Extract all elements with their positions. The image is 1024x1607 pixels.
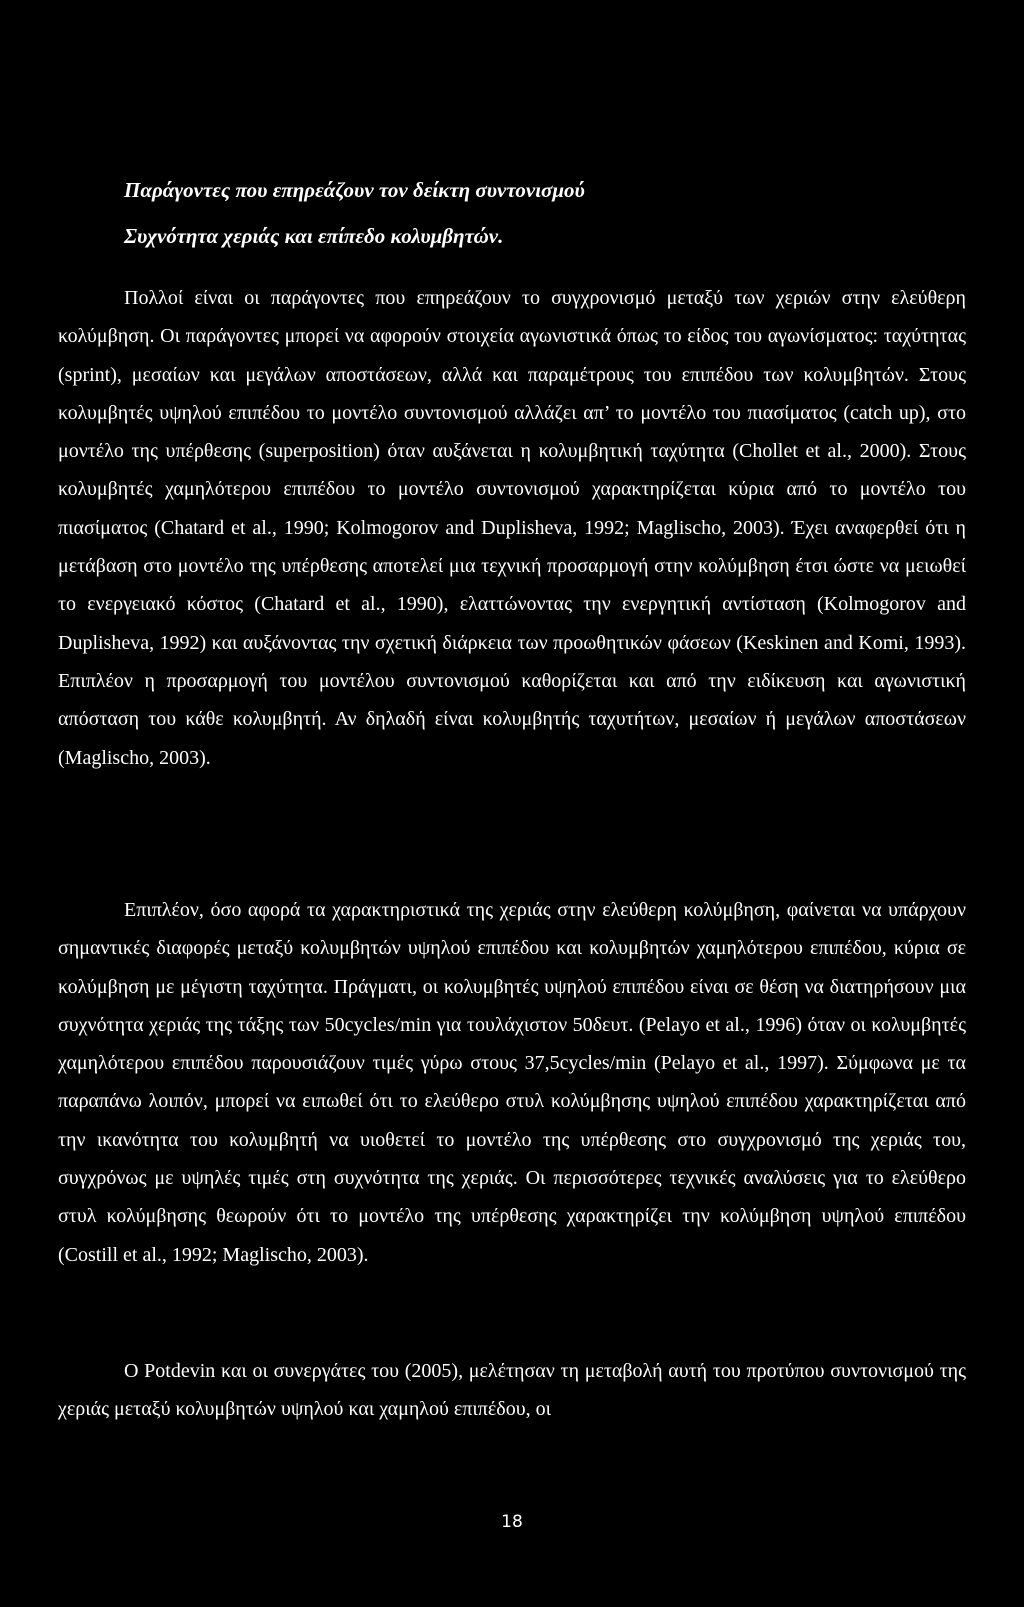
paragraph-1: Πολλοί είναι οι παράγοντες που επηρεάζουν το συγχρονισμό μεταξύ των χεριών στην ελεύθερη κολύμβηση. Οι παράγοντες μπορεί να αφορούν στοιχεία αγωνιστικά όπως το είδος του αγωνίσματος: ταχύτητας (sprint), μεσαίων και μεγάλων αποστάσεων, αλλά και παραμέτρους του επιπέδου των κολυμβητών. Στους κολυμβητές υψηλού επιπέδου το μοντέλο συντονισμού αλλάζει απ’ το μοντέλο του πιασίματος (catch up), στο μοντέλο της υπέρθεσης (superposition) όταν αυξάνεται η κολυμβητική ταχύτητα (Chollet et al., 2000). Στους κολυμβητές χαμηλότερου επιπέδου το μοντέλο συντονισμού χαρακτηρίζεται κύρια από το μοντέλο του πιασίματος (Chatard et al., 1990; Kolmogorov and Duplisheva, 1992; Maglischo, 2003). Έχει αναφερθεί ότι η μετάβαση στο μοντέλο της υπέρθεσης αποτελεί μια τεχνική προσαρμογή στην κολύμβηση έτσι ώστε να μειωθεί το ενεργειακό κόστος (Chatard et al., 1990), ελαττώνοντας την ενεργητική αντίσταση (Kolmogorov and Duplisheva, 1992) και αυξάνοντας την σχετική διάρκεια των προωθητικών φάσεων (Keskinen and Komi, 1993). Επιπλέον η προσαρμογή του μοντέλου συντονισμού καθορίζεται και από την ειδίκευση και αγωνιστική απόσταση του κάθε κολυμβητή. Αν δηλαδή είναι κολυμβητής ταχυτήτων, μεσαίων ή μεγάλων αποστάσεων (Maglischo, 2003). xyxy=(58,287,966,769)
paragraph-2: Επιπλέον, όσο αφορά τα χαρακτηριστικά της χεριάς στην ελεύθερη κολύμβηση, φαίνεται να υπάρχουν σημαντικές διαφορές μεταξύ κολυμβητών υψηλού επιπέδου και κολυμβητών χαμηλότερου επιπέδου, κύρια σε κολύμβηση με μέγιστη ταχύτητα. Πράγματι, οι κολυμβητές υψηλού επιπέδου είναι σε θέση να διατηρήσουν μια συχνότητα χεριάς της τάξης των 50cycles/min για τουλάχιστον 50δευτ. (Pelayo et al., 1996) όταν οι κολυμβητές χαμηλότερου επιπέδου παρουσιάζουν τιμές γύρω στους 37,5cycles/min (Pelayo et al., 1997). Σύμφωνα με τα παραπάνω λοιπόν, μπορεί να ειπωθεί ότι το ελεύθερο στυλ κολύμβησης υψηλού επιπέδου χαρακτηρίζεται από την ικανότητα του κολυμβητή να υιοθετεί το μοντέλο της υπέρθεσης στο συγχρονισμό της χεριάς του, συγχρόνως με υψηλές τιμές στη συχνότητα της χεριάς. Οι περισσότερες τεχνικές αναλύσεις για το ελεύθερο στυλ κολύμβησης θεωρούν ότι το μοντέλο της υπέρθεσης χαρακτηρίζει την κολύμβηση υψηλού επιπέδου (Costill et al., 1992; Maglischo, 2003). xyxy=(58,899,966,1266)
paragraph-3: Ο Potdevin και οι συνεργάτες του (2005), μελέτησαν τη μεταβολή αυτή του προτύπου συντονισμού της χεριάς μεταξύ κολυμβητών υψηλού και χαμηλού επιπέδου, οι xyxy=(58,1360,966,1421)
page-number: 18 xyxy=(501,1512,523,1532)
subsection-heading: Συχνότητα χεριάς και επίπεδο κολυμβητών. xyxy=(124,224,504,248)
section-heading: Παράγοντες που επηρεάζουν τον δείκτη συντονισμού xyxy=(124,178,585,202)
